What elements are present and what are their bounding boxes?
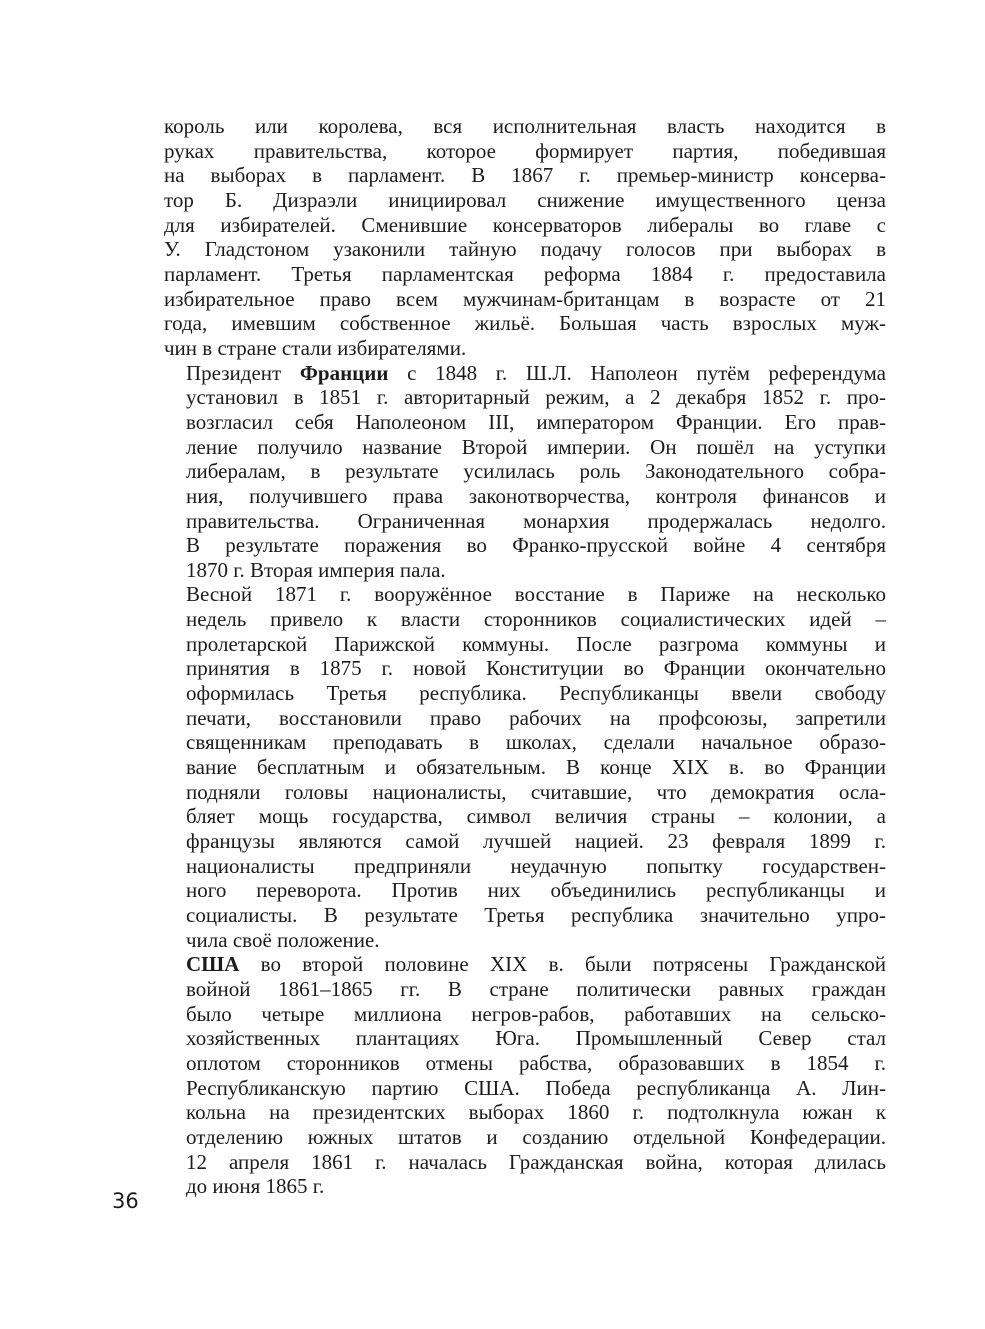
text-line: печати, восстановили право рабочих на профсоюзы, запретили bbox=[186, 705, 886, 730]
text-line: социалисты. В результате Третья республика значительно упро- bbox=[186, 903, 886, 927]
text-line: ление получило название Второй империи. Он пошёл на уступки bbox=[186, 434, 886, 459]
text-line: чин в стране стали избирателями. bbox=[164, 335, 467, 360]
paragraph-lead-line bbox=[164, 952, 886, 977]
text-line: ного переворота. Против них объединились республиканцы и bbox=[186, 878, 886, 903]
lead-text: во второй половине XIX в. были потрясены Гражданской bbox=[239, 952, 886, 977]
text-line: принятия в 1875 г. новой Конституции во Франции окончательно bbox=[186, 656, 886, 681]
paragraph-france bbox=[164, 361, 886, 583]
text-line: чила своё положение. bbox=[186, 927, 380, 952]
text-line: до июня 1865 г. bbox=[186, 1174, 325, 1199]
text-line: для избирателей. Сменившие консерваторов либералы во главе с bbox=[164, 212, 886, 237]
text-line: вание бесплатным и обязательным. В конце XIX в. во Франции bbox=[186, 755, 886, 780]
text-line: избирательное право всем мужчинам-британцам в возрасте от 21 bbox=[164, 286, 886, 311]
text-line: 12 апреля 1861 г. началась Гражданская война, которая длилась bbox=[186, 1149, 886, 1174]
text-line: недель привело к власти сторонников социалистических идей – bbox=[186, 607, 886, 632]
text-column bbox=[164, 114, 886, 1199]
lead-text: Президент bbox=[186, 360, 300, 385]
text-line: либералам, в результате усилилась роль Законодательного собра- bbox=[186, 459, 886, 484]
text-line: У. Гладстоном узаконили тайную подачу голосов при выборах в bbox=[164, 237, 886, 262]
page-number: 36 bbox=[112, 1189, 139, 1213]
paragraph-britain bbox=[164, 114, 886, 361]
keyword-usa: США bbox=[186, 952, 240, 977]
keyword-france: Франции bbox=[299, 360, 389, 385]
text-line: было четыре миллиона негров-рабов, работавших на сельско- bbox=[186, 1001, 886, 1026]
text-line: тор Б. Дизраэли инициировал снижение имущественного ценза bbox=[164, 187, 886, 212]
text-line: 1870 г. Вторая империя пала. bbox=[186, 557, 446, 582]
text-line: парламент. Третья парламентская реформа 1884 г. предоставила bbox=[164, 261, 886, 286]
text-line: бляет мощь государства, символ величия страны – колонии, а bbox=[186, 804, 886, 829]
paragraph-usa bbox=[164, 952, 886, 1199]
text-line: подняли головы националисты, считавшие, что демократия осла- bbox=[186, 779, 886, 804]
text-line: отделению южных штатов и созданию отдельной Конфедерации. bbox=[186, 1124, 886, 1149]
text-line: руках правительства, которое формирует партия, победившая bbox=[164, 138, 886, 163]
paragraph-third-republic bbox=[164, 582, 886, 952]
text-line: года, имевшим собственное жильё. Большая часть взрослых муж- bbox=[164, 311, 886, 336]
text-line: король или королева, вся исполнительная власть находится в bbox=[164, 114, 886, 138]
text-line: оформилась Третья республика. Республиканцы ввели свободу bbox=[186, 681, 886, 706]
lead-text: с 1848 г. Ш.Л. Наполеон путём референдума bbox=[388, 360, 886, 385]
text-line: пролетарской Парижской коммуны. После разгрома коммуны и bbox=[186, 631, 886, 656]
text-line: националисты предприняли неудачную попытку государствен- bbox=[186, 853, 886, 878]
text-line: установил в 1851 г. авторитарный режим, а 2 декабря 1852 г. про- bbox=[186, 385, 886, 410]
text-line: оплотом сторонников отмены рабства, образовавших в 1854 г. bbox=[186, 1050, 886, 1075]
text-line: Весной 1871 г. вооружённое восстание в Париже на несколько bbox=[186, 582, 886, 607]
text-line: французы являются самой лучшей нацией. 23 февраля 1899 г. bbox=[186, 829, 886, 854]
text-line: ния, получившего права законотворчества, контроля финансов и bbox=[186, 483, 886, 508]
text-line: войной 1861–1865 гг. В стране политически равных граждан bbox=[186, 976, 886, 1001]
text-line: В результате поражения во Франко-прусской войне 4 сентября bbox=[186, 533, 886, 558]
text-line: кольна на президентских выборах 1860 г. подтолкнула южан к bbox=[186, 1100, 886, 1125]
paragraph-lead-line bbox=[164, 361, 886, 386]
text-line: на выборах в парламент. В 1867 г. премьер-министр консерва- bbox=[164, 163, 886, 188]
text-line: возгласил себя Наполеоном III, императором Франции. Его прав- bbox=[186, 409, 886, 434]
text-line: хозяйственных плантациях Юга. Промышленный Север стал bbox=[186, 1026, 886, 1051]
text-line: священникам преподавать в школах, сделали начальное образо- bbox=[186, 730, 886, 755]
text-line: правительства. Ограниченная монархия продержалась недолго. bbox=[186, 508, 886, 533]
text-line: Республиканскую партию США. Победа республиканца А. Лин- bbox=[186, 1075, 886, 1100]
